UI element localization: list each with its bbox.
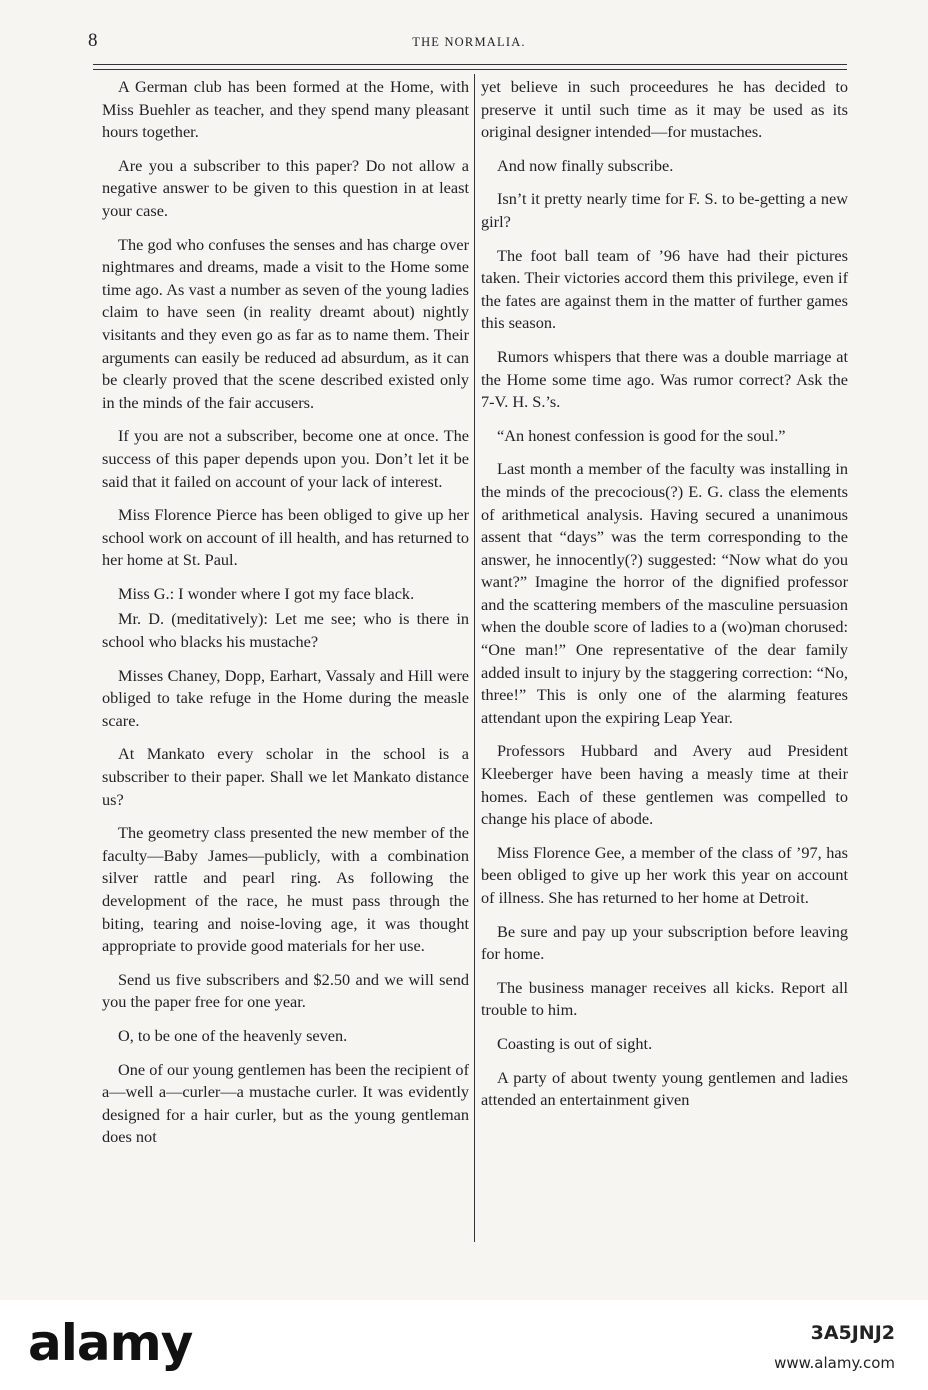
paragraph: Rumors whispers that there was a double marriage at the Home some time ago. Was rumor correct? Ask the 7-V. H. S.’s. <box>481 346 848 412</box>
paragraph: A German club has been formed at the Home, with Miss Buehler as teacher, and they spend many pleasant hours together. <box>102 77 469 142</box>
paragraph: yet believe in such proceedures he has decided to preserve it until such time as it may be used as its original designer intended—for mustaches. <box>481 77 848 142</box>
paragraph: The business manager receives all kicks. Report all trouble to him. <box>481 977 848 1020</box>
watermark-url: www.alamy.com <box>774 1354 895 1372</box>
header-rule-bottom <box>93 69 847 70</box>
paragraph: Coasting is out of sight. <box>497 1033 653 1053</box>
paragraph: Miss Florence Pierce has been obliged to give up her school work on account of ill health, and has returned to her home at St. Paul. <box>102 505 469 570</box>
column-divider <box>474 74 475 1242</box>
paragraph: The geometry class presented the new member of the faculty—Baby James—publicly, with a combination silver rattle and pearl ring. As following the development of the race, he must pass through the biting, tearing and noise-loving age, it was thought appropriate to provide good materials for her use. <box>102 823 469 956</box>
page-number: 8 <box>88 30 98 51</box>
image-id: 3A5JNJ2 <box>810 1322 895 1344</box>
paragraph: Miss G.: I wonder where I got my face black. <box>118 583 415 603</box>
paragraph: Are you a subscriber to this paper? Do not allow a negative answer to be given to this question in at least your case. <box>102 155 469 220</box>
paragraph: Isn’t it pretty nearly time for F. S. to be-getting a new girl? <box>481 189 848 231</box>
paragraph: The god who confuses the senses and has charge over nightmares and dreams, made a visit to the Home some time ago. As vast a number as seven of the young ladies claim to have seen (in reality dreamt about) nightly visitants and they even go as far as to name them. Their arguments can easily be reduced ad absurdum, as it can be clearly proved that the scene described existed only in the minds of the fair accusers. <box>102 234 469 412</box>
paragraph: A party of about twenty young gentlemen and ladies attended an entertainment given <box>481 1067 848 1110</box>
running-title: THE NORMALIA. <box>412 35 526 49</box>
paragraph: “An honest confession is good for the soul.” <box>497 425 786 445</box>
paragraph: O, to be one of the heavenly seven. <box>118 1025 348 1045</box>
right-column <box>481 76 848 1123</box>
paragraph: Send us five subscribers and $2.50 and we will send you the paper free for one year. <box>102 969 469 1012</box>
watermark-bar <box>0 1300 928 1390</box>
paragraph: Last month a member of the faculty was installing in the minds of the precocious(?) E. G. class the elements of arithmetical analysis. Having secured a unanimous assent that “days” was the term corresponding to the answer, he innocently(?) suggested: “Now what do you want?” Imagine the horror of the dignified professor and the scattering members of the masculine persuasion when the double score of ladies to a (wo)man chorused: “One man!” One representative of the dear family added insult to injury by the staggering correction: “No, three!” This is only one of the alarming features attendant upon the expiring Leap Year. <box>481 459 848 727</box>
paragraph: Professors Hubbard and Avery aud President Kleeberger have been having a measly time at their homes. Each of these gentlemen was compelled to change his place of abode. <box>481 741 848 829</box>
paragraph: The foot ball team of ’96 have had their pictures taken. Their victories accord them this privilege, even if the fates are against them in the matter of further games this season. <box>481 245 848 333</box>
left-column <box>102 76 469 1160</box>
page-header <box>88 30 850 52</box>
paragraph: Misses Chaney, Dopp, Earhart, Vassaly and Hill were obliged to take refuge in the Home during the measle scare. <box>102 665 469 730</box>
paragraph: Be sure and pay up your subscription before leaving for home. <box>481 921 848 964</box>
paragraph: Mr. D. (meditatively): Let me see; who is there in school who blacks his mustache? <box>102 609 469 652</box>
paragraph: At Mankato every scholar in the school is a subscriber to their paper. Shall we let Mankato distance us? <box>102 744 469 809</box>
paragraph: And now finally subscribe. <box>497 155 674 175</box>
paragraph: If you are not a subscriber, become one at once. The success of this paper depends upon you. Don’t let it be said that it failed on account of your lack of interest. <box>102 426 469 491</box>
paragraph: One of our young gentlemen has been the recipient of a—well a—curler—a mustache curler. It was evidently designed for a hair curler, but as the young gentleman does not <box>102 1059 469 1147</box>
header-rule-top <box>93 64 847 65</box>
paragraph: Miss Florence Gee, a member of the class of ’97, has been obliged to give up her work this year on account of illness. She has returned to her home at Detroit. <box>481 842 848 907</box>
alamy-logo: alamy <box>28 1314 193 1372</box>
